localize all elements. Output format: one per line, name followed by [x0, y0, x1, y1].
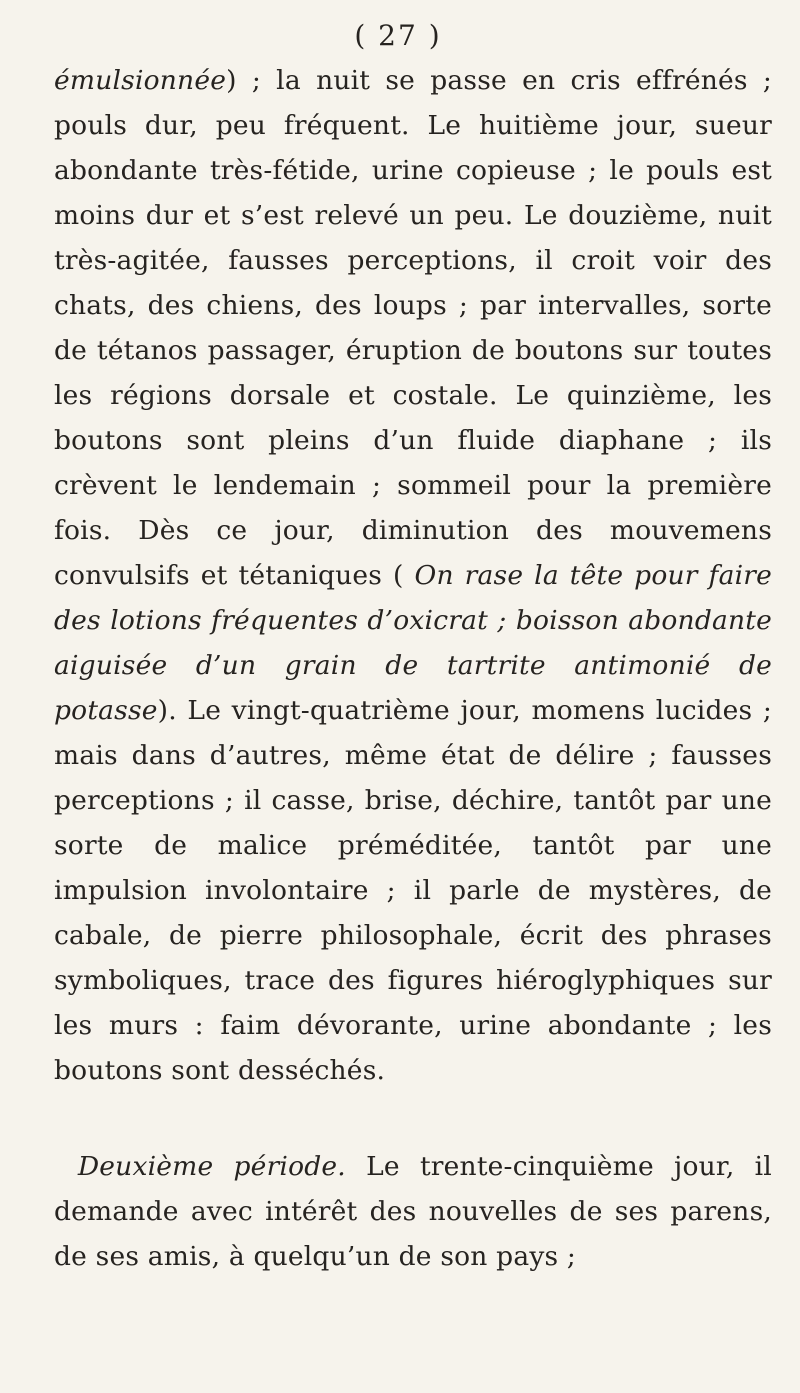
text-roman: Le trente-cinquième jour, il demande avec intérêt des nouvelles de ses parens, de ses amis, à quelqu’un de son pays ;	[54, 1151, 772, 1272]
text-roman: ) ; la nuit se passe en cris effrénés ; pouls dur, peu fréquent. Le huitième jour, sueur abondante très-fétide, urine copieuse ; le pouls est moins dur et s’est relevé un peu. Le douzième, nuit très-agitée, fausses perceptions, il croit voir des chats, des chiens, des loups ; par intervalles, sorte de tétanos passager, éruption de boutons sur toutes les régions dorsale et costale. Le quinzième, les boutons sont pleins d’un fluide diaphane ; ils crèvent le lendemain ; sommeil pour la première fois. Dès ce jour, diminution des mouvemens convulsifs et tétaniques (	[54, 65, 772, 591]
paragraph-gap	[54, 1093, 772, 1144]
paragraph-second-period	[54, 1144, 772, 1279]
section-heading-italic: Deuxième période.	[77, 1151, 346, 1182]
page-number: ( 27 )	[354, 19, 442, 52]
text-roman: ). Le vingt-quatrième jour, momens lucides ; mais dans d’autres, même état de délire ; fausses perceptions ; il casse, brise, déchire, tantôt par une sorte de malice préméditée, tantôt par une impulsion involontaire ; il parle de mystères, de cabale, de pierre philosophale, écrit des phrases symboliques, trace des figures hiéroglyphiques sur les murs : faim dévorante, urine abondante ; les boutons sont desséchés.	[54, 695, 772, 1086]
text-italic: émulsionnée	[54, 65, 227, 96]
text-italic: On rase la tête pour faire des lotions fréquentes d’oxicrat ; boisson abondante aiguisée d’un grain de tartrite antimonié de potasse	[54, 560, 772, 726]
paragraph-case-history	[54, 58, 772, 1093]
